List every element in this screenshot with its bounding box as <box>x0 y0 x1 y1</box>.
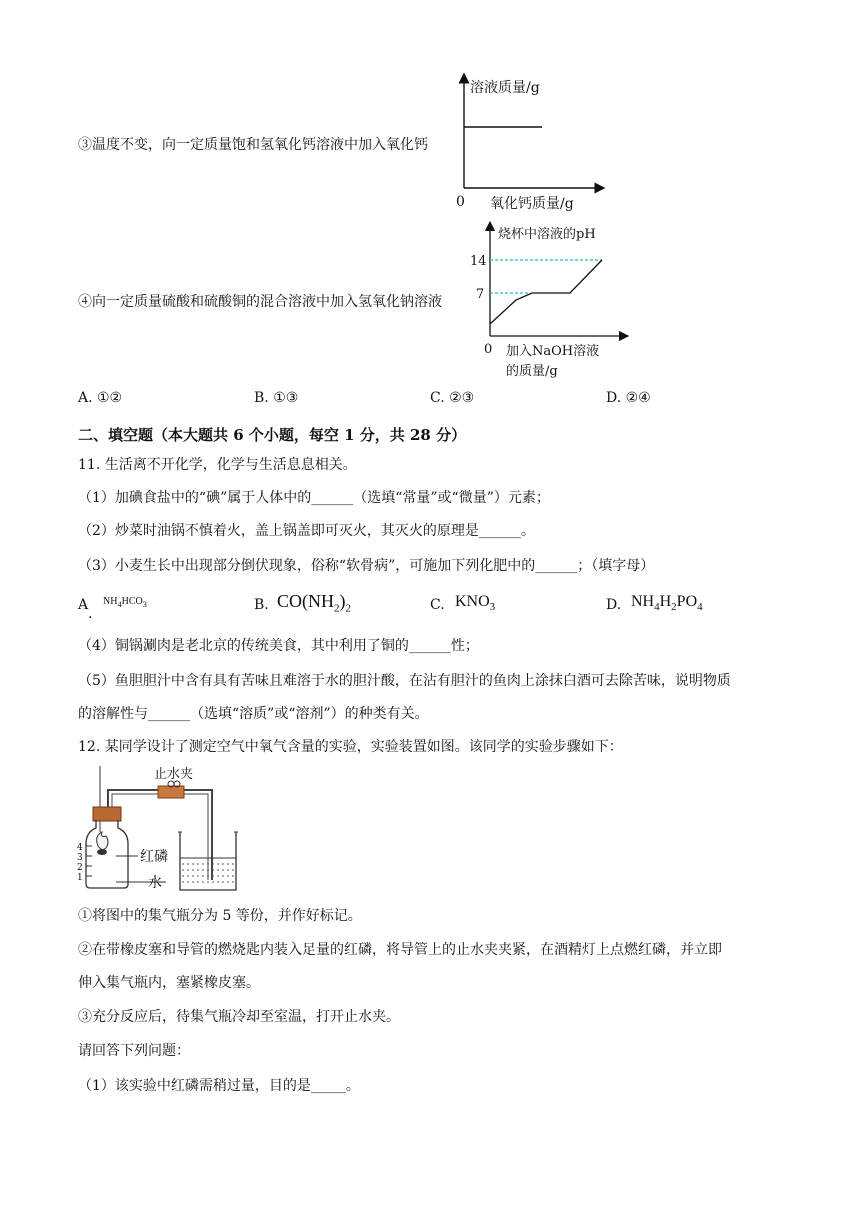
option-c: C. ②③ <box>430 390 475 406</box>
q11-part1: （1）加碘食盐中的“碘”属于人体中的______（选填“常量”或“微量”）元素； <box>78 490 550 506</box>
phosphorus-label: 红磷 <box>140 849 168 865</box>
clamp-label: 止水夹 <box>154 767 194 782</box>
x-axis-label-2: 的质量/g <box>506 364 558 379</box>
q11-part2: （2）炒菜时油锅不慎着火，盖上锅盖即可灭火，其灭火的原理是______。 <box>78 523 535 539</box>
phosphorus-icon <box>97 832 108 850</box>
q11-part5-line1: （5）鱼胆胆汁中含有具有苦味且难溶于水的胆汁酸，在沾有胆汁的鱼肉上涂抹白酒可去除苦味，说明物质 <box>78 673 731 689</box>
q11-option-a-letter: A <box>78 597 89 613</box>
q12-step1: ①将图中的集气瓶分为 5 等份，并作好标记。 <box>78 908 362 924</box>
y-axis-label: 溶液质量/g <box>470 80 540 96</box>
q11-option-d-formula: $NH_4H_2PO_4$ <box>631 593 703 614</box>
q12-stem: 12. 某同学设计了测定空气中氧气含量的实验，实验装置如图。该同学的实验步骤如下： <box>78 739 623 755</box>
tick-14: 14 <box>470 254 487 269</box>
mark-4: 4 <box>77 843 83 853</box>
origin-label: 0 <box>484 342 493 357</box>
q11-part4: （4）铜锅涮肉是老北京的传统美食，其中利用了铜的______性； <box>78 638 479 654</box>
item-4: ④向一定质量硫酸和硫酸铜的混合溶液中加入氢氧化钠溶液 <box>78 294 442 310</box>
q12-prompt: 请回答下列问题： <box>78 1043 190 1059</box>
q11-option-c-letter: C. <box>430 597 445 613</box>
apparatus-diagram <box>76 762 246 894</box>
q11-option-d-letter: D. <box>606 597 622 613</box>
q12-step2-line1: ②在带橡皮塞和导管的燃烧匙内装入足量的红磷，将导管上的止水夹夹紧，在酒精灯上点燃红磷，并立即 <box>78 942 722 958</box>
mark-3: 3 <box>77 853 83 863</box>
option-a: A. ①② <box>78 390 123 406</box>
mark-2: 2 <box>77 863 83 873</box>
item-3: ③温度不变，向一定质量饱和氢氧化钙溶液中加入氧化钙 <box>78 137 428 153</box>
ph-curve <box>490 260 602 324</box>
origin-label: 0 <box>456 194 465 210</box>
tick-7: 7 <box>476 287 485 302</box>
x-axis-label-1: 加入NaOH溶液 <box>506 344 600 359</box>
q11-option-c-formula: $KNO_3$ <box>455 593 496 614</box>
option-d: D. ②④ <box>606 390 651 406</box>
option-b: B. ①③ <box>254 390 299 406</box>
q12-step2-line2: 伸入集气瓶内，塞紧橡皮塞。 <box>78 975 260 991</box>
rubber-stopper <box>93 807 121 821</box>
graph-ph <box>464 218 634 383</box>
collecting-bottle <box>86 820 128 888</box>
q11-part5-line2: 的溶解性与______（选填“溶质”或“溶剂”）的种类有关。 <box>78 706 429 722</box>
graph-solution-mass <box>440 70 610 215</box>
q12-step3: ③充分反应后，待集气瓶冷却至室温，打开止水夹。 <box>78 1009 400 1025</box>
q11-option-a-formula: $NH_4HCO_3$ <box>103 596 147 609</box>
mark-1: 1 <box>77 873 83 883</box>
section-heading: 二、填空题（本大题共 6 个小题，每空 1 分，共 28 分） <box>78 426 467 444</box>
x-axis-label: 氧化钙质量/g <box>490 196 574 212</box>
q11-option-a-dot: . <box>88 606 93 622</box>
water-label: 水 <box>148 875 162 891</box>
q11-option-b-letter: B. <box>254 597 269 613</box>
q11-part3: （3）小麦生长中出现部分倒伏现象，俗称“软骨病”，可施加下列化肥中的______；（填字母） <box>78 558 655 574</box>
q11-stem: 11. 生活离不开化学，化学与生活息息相关。 <box>78 457 357 473</box>
q11-option-b-formula: $CO(NH_2)_2$ <box>277 591 351 615</box>
y-axis-label: 烧杯中溶液的pH <box>498 227 596 242</box>
q12-answer1: （1）该实验中红磷需稍过量，目的是_____。 <box>78 1078 360 1094</box>
